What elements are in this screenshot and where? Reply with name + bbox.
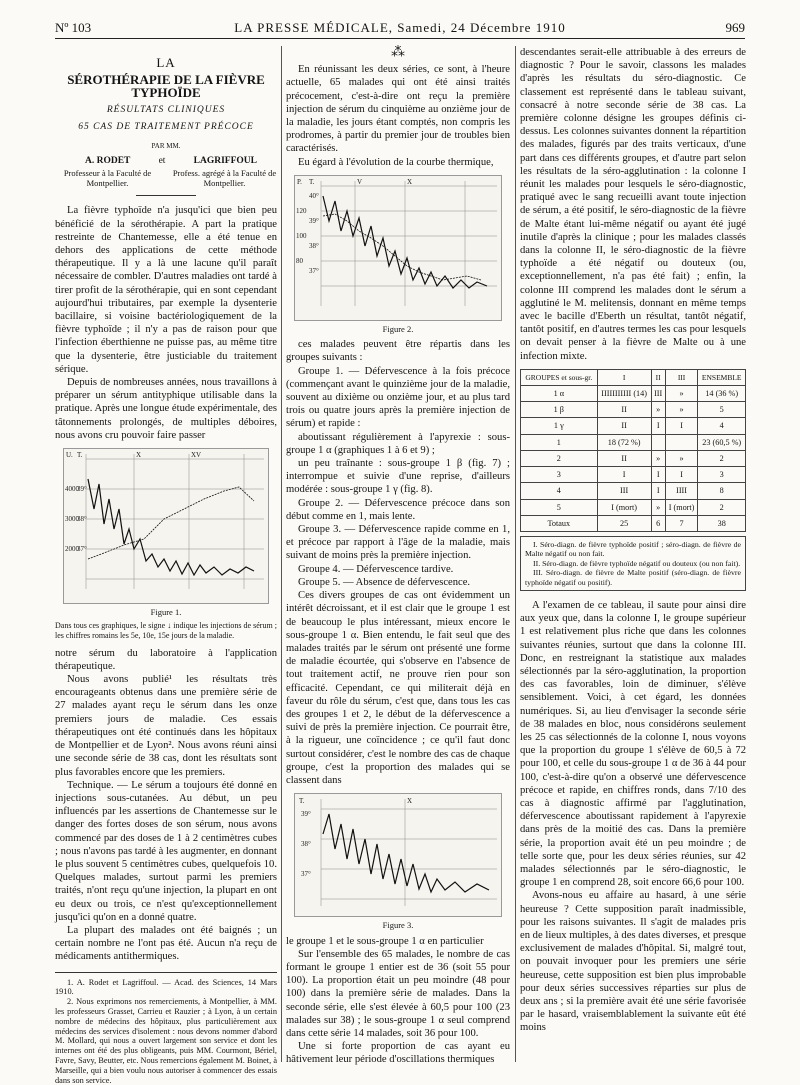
table-cell: 18 (72 %)	[597, 434, 651, 450]
footnote-2: 2. Nous exprimons nos remerciements, à Montpellier, à MM. les professeurs Grasset, Carrieu et Rauzier ; à Lyon, à un certain nombre de médecins des hôpitaux, plus particulièrement aux médecins des services d'isolement : nous devons nommer d'abord M. Mollard, qui nous a ouvert largement son service et dont les internes ont été des plus obligeants, puis MM. Courmont, Bériel, Favre, Savy, Beutter, etc. Nous remercions également M. Boinet, à Marseille, qui a bien voulu nous autoriser à commencer des essais dans son service.	[55, 997, 277, 1085]
axis-label: 80	[296, 256, 303, 265]
axis-label: T.	[299, 797, 305, 806]
axis-label: 37°	[77, 545, 87, 554]
column-divider	[281, 46, 282, 1062]
authors	[55, 155, 277, 168]
table-row	[521, 499, 746, 515]
table-cell: I	[651, 483, 665, 499]
paragraph: Technique. — Le sérum a toujours été donné en injections sous-cutanées. Au début, un peu influencés par les assertions de Chantemesse sur le danger des fortes doses de son sérum, nous avons commencé par des doses de 1 à 2 centimètres cubes ; nous n'avons pas tardé à les augmenter, en donnant le plus souvent 5 centimètres cubes, quelquefois 10. Quelques malades, surtout parmi les premiers traités, n'ont reçu qu'une injection, la plupart en ont eu deux ou trois, ce n'est qu'exceptionnellement jusqu'ici qu'on en a donné quatre.	[55, 779, 277, 923]
axis-label: T.	[309, 177, 315, 186]
axis-label: 37°	[301, 870, 311, 879]
title-rule	[136, 195, 196, 196]
table-cell: 1 α	[521, 386, 598, 402]
table-cell: 1 β	[521, 402, 598, 418]
paragraph: le groupe 1 et le sous-groupe 1 α en particulier	[286, 935, 484, 947]
axis-label: V	[357, 177, 363, 186]
paragraph: descendantes serait-elle attribuable à des erreurs de diagnostic ? Pour le savoir, classons les malades d'après les résultats du séro-diagnostic. Ce classement est représenté dans le tableau suivant, consacré à notre seconde série de 38 cas. La première colonne désigne les groupes définis ci-dessus. Les colonnes suivantes donnent la répartition des malades, figurés par des traits verticaux, d'une part dans ces différents groupes, et d'autre part selon les résultats de la séro-agglutination : la colonne I réunit les malades pour lesquels le séro-diagnostic, pratiqué avec le sang recueilli avant toute injection de sérum, a été positif, le séro-diagnostic de la fièvre de Malte étant lui-même négatif ou ayant été jugé inutile d'après la clinique ; pour les malades classés dans la colonne II, le séro-diagnostic de la fièvre typhoïde a été négatif ou douteux (ou, exceptionnellement, n'a pas été fait) ; enfin, la colonne III comprend les malades dont le sérum a agglutiné le M. melitensis, donnant en même temps avec le bacille d'Eberth un résultat, tantôt négatif, tantôt positif, en d'autres termes les cas pour lesquels on devait penser à la fièvre de Malte ou à une infection mixte.	[520, 47, 746, 362]
fever-chart-3	[295, 794, 501, 912]
axis-label: U.	[66, 451, 73, 460]
article-subtitle-2: 65 CAS DE TRAITEMENT PRÉCOCE	[78, 121, 254, 132]
paragraph: Avons-nous eu affaire au hasard, à une série heureuse ? Cette supposition paraît inadmissible, pour les raisons suivantes. Il s'agit de malades pris en de lieux multiples, à des dates diverses, et presque exclusivement de malades d'hôpital. Si, malgré tout, on pouvait invoquer pour les premiers une série heureuse, cette supposition est bien plus improbable pour deux séries successives réparties sur plus de deux ans ; si la première avait été une série favorisée par le hasard, vraisemblablement la suivante eût été moins	[520, 890, 746, 1034]
table-cell: 3	[698, 467, 746, 483]
table-cell: 1	[521, 434, 598, 450]
page-number: 969	[725, 20, 745, 35]
table-header: GROUPES et sous-gr.	[521, 369, 598, 385]
paragraph: En réunissant les deux séries, ce sont, à l'heure actuelle, 65 malades qui ont été ainsi traités précocement, c'est-à-dire ont reçu la première injection de sérum du cinquième au onzième jour de la maladie, les jours étant comptés, non compris les prodromes, à partir du premier jour de troubles bien caractérisés.	[286, 64, 510, 155]
axis-label: 40°	[309, 191, 319, 200]
axis-label: 37°	[309, 266, 319, 275]
paragraph: Eu égard à l'évolution de la courbe thermique,	[298, 156, 494, 168]
table-cell: Totaux	[521, 515, 598, 531]
table-cell: I	[597, 467, 651, 483]
table-cell: II	[597, 402, 651, 418]
figure-2-chart	[294, 175, 502, 321]
axis-label: 39°	[309, 216, 319, 225]
paragraph: La fièvre typhoïde n'a jusqu'ici que bien peu bénéficié de la sérothérapie. A part la pratique restreinte de Chantemesse, elle a été tenue en dehors des applications de cette méthode thérapeutique. Il y a là une lacune qu'il paraît nécessaire de combler. D'autres maladies ont tardé à tirer profit de la sérothérapie, qui en sont cependant aujourd'hui tributaires, par exemple la dysenterie bacillaire, si voisine bactériologiquement de la fièvre typhoïde ; il n'y a pas de raison pour que l'infection éberthienne ne puisse pas, au même titre que la dysenterie, être justiciable du traitement sérique.	[55, 205, 277, 375]
paragraph: La plupart des malades ont été baignés ; un certain nombre ne l'ont pas été. Aucun n'a reçu de médicaments antithermiques.	[55, 924, 277, 963]
table-cell: 4	[698, 418, 746, 434]
column-2	[286, 46, 510, 1067]
table-cell: IIIIIIIIIII (14)	[597, 386, 651, 402]
figure-3-caption: Figure 3.	[382, 920, 414, 931]
table-cell: 5	[698, 402, 746, 418]
axis-label: 38°	[77, 515, 87, 524]
table-cell: 2	[521, 450, 598, 466]
paragraph: Nous avons publié¹ les résultats très encourageants obtenus dans une première série de 27 malades ayant reçu le sérum dans les onze premiers jours de maladie. Ces essais thérapeutiques ont été continués dans les hôpitaux de Montpellier et de Lyon². Nous avons réuni ainsi une seconde série de 38 cas, dont les résultats sont plus favorables encore que les premiers.	[55, 674, 277, 778]
table-cell: 2	[698, 450, 746, 466]
group-2: Groupe 2. — Défervescence précoce dans son début comme en 1, mais lente.	[286, 497, 510, 522]
table-header: II	[651, 369, 665, 385]
table-cell: III	[651, 386, 665, 402]
table-header: III	[665, 369, 698, 385]
axis-label: X	[136, 451, 142, 460]
fever-chart-2	[295, 176, 501, 316]
byline-par: PAR MM.	[151, 142, 181, 151]
table-header: ENSEMBLE	[698, 369, 746, 385]
axis-label: X	[407, 797, 413, 806]
table-cell: 25	[597, 515, 651, 531]
affiliation-1: Professeur à la Faculté de Montpellier.	[63, 168, 152, 189]
table-cell: 5	[521, 499, 598, 515]
table-cell: 3	[521, 467, 598, 483]
axis-label: 39°	[301, 810, 311, 819]
column-3	[520, 46, 746, 1035]
group-3: Groupe 3. — Défervescence rapide comme en 1, et précoce par rapport à l'âge de la maladie, mais suivant de moins près la première injection.	[286, 524, 510, 562]
paragraph: Depuis de nombreuses années, nous travaillons à préparer un sérum antityphique utilisable dans la pratique. Après une longue étude expérimentale, des tâtonnements prolongés, de multiples déboires, nous avons cru pouvoir faire passer	[55, 377, 277, 441]
table-legend-item: I. Séro-diagn. de fièvre typhoïde positif ; séro-diagn. de fièvre de Malte négatif ou non fait.	[525, 539, 741, 559]
footnote-1: 1. A. Rodet et Lagriffoul. — Acad. des Sciences, 14 Mars 1910.	[55, 977, 277, 997]
paragraph: Ces divers groupes de cas ont évidemment un intérêt décroissant, et il est clair que le groupe 1 est de beaucoup le plus intéressant, mieux encore le sous-groupe 1 α. Bien entendu, le fait seul que des malades traités par le sérum ont présenté une forme de maladie écourtée, qui s'observe en l'absence de tout traitement actif, ne prouve rien pour son efficacité. Cependant, ce qui militerait déjà en faveur du rôle du sérum, c'est que, dans tous les cas des groupes 1 et 2, le début de la défervescence a suivi de près la première injection. Ce pourrait être, à la rigueur, une coïncidence ; ce qu'il faut donc surtout considérer, c'est le nombre des cas de chaque groupe, c'est la proportion des malades qui se classent dans	[286, 590, 510, 786]
axis-label: 4000	[65, 485, 79, 494]
column-divider	[515, 46, 516, 1062]
article-title-top: LA	[156, 55, 176, 70]
table-header: I	[597, 369, 651, 385]
group-1: Groupe 1. — Défervescence à la fois précoce (commençant avant le quinzième jour de la maladie, souvent au dixième ou onzième jour, et au plus tard trois ou quatre jours après la première injection de sérum) et rapide :	[286, 365, 510, 430]
table-row	[521, 483, 746, 499]
author-1: A. RODET	[85, 156, 131, 167]
table-cell: I (mort)	[665, 499, 698, 515]
table-totals-row	[521, 515, 746, 531]
author-2: LAGRIFFOUL	[193, 156, 257, 167]
table-cell: 38	[698, 515, 746, 531]
running-header	[55, 20, 745, 39]
axis-label: P.	[297, 177, 302, 186]
table-legend-item: II. Séro-diagn. de fièvre typhoïde négatif ou douteux (ou non fait).	[533, 558, 741, 568]
figure-3-chart	[294, 793, 502, 917]
table-header-row	[521, 369, 746, 385]
fever-chart-1	[64, 449, 268, 599]
axis-label: 38°	[309, 241, 319, 250]
column-1	[55, 46, 277, 1085]
group-1b: un peu traînante : sous-groupe 1 β (fig. 7) ; interrompue et suivie d'une reprise, d'ailleurs modérée : sous-groupe 1 γ (fig. 8).	[286, 458, 510, 496]
sero-diagnostic-table	[520, 369, 746, 532]
table-row	[521, 450, 746, 466]
author-and: et	[158, 156, 166, 167]
table-cell: 4	[521, 483, 598, 499]
table-cell: 7	[665, 515, 698, 531]
table-row	[521, 386, 746, 402]
figure-1-caption: Figure 1.	[150, 607, 182, 618]
table-cell: I	[651, 467, 665, 483]
table-cell: 1 γ	[521, 418, 598, 434]
table-legend-item: III. Séro-diagn. de fièvre de Malte positif (séro-diagn. de fièvre typhoïde négatif ou positif).	[525, 568, 741, 587]
table-cell: I	[665, 418, 698, 434]
table-cell: »	[665, 402, 698, 418]
axis-label: X	[407, 177, 413, 186]
table-cell: 14 (36 %)	[698, 386, 746, 402]
table-cell	[665, 434, 698, 450]
table-cell	[651, 434, 665, 450]
footnotes	[55, 972, 277, 1085]
axis-label: 100	[296, 231, 307, 240]
table-cell: I (mort)	[597, 499, 651, 515]
axis-label: 120	[296, 206, 307, 215]
axis-label: 39°	[77, 485, 87, 494]
table-cell: IIII	[665, 483, 698, 499]
table-cell: »	[651, 499, 665, 515]
group-1a: aboutissant régulièrement à l'apyrexie : sous-groupe 1 α (graphiques 1 à 6 et 9) ;	[286, 431, 510, 456]
article-title: SÉROTHÉRAPIE DE LA FIÈVRE TYPHOÏDE	[67, 72, 265, 101]
section-stars: ⁂	[391, 45, 405, 60]
issue-number: Nº 103	[55, 20, 92, 35]
table-cell: II	[597, 418, 651, 434]
table-cell: »	[651, 450, 665, 466]
table-row	[521, 402, 746, 418]
group-5: Groupe 5. — Absence de défervescence.	[298, 576, 471, 588]
axis-label: 2000	[65, 545, 79, 554]
figure-1-chart	[63, 448, 269, 604]
table-cell: 2	[698, 499, 746, 515]
table-row	[521, 467, 746, 483]
table-cell: I	[665, 467, 698, 483]
affiliations	[55, 168, 277, 188]
article-subtitle: RÉSULTATS CLINIQUES	[106, 104, 226, 115]
axis-label: 3000	[65, 515, 79, 524]
affiliation-2: Profess. agrégé à la Faculté de Montpellier.	[172, 168, 277, 189]
group-4: Groupe 4. — Défervescence tardive.	[298, 563, 454, 575]
table-legend	[520, 536, 746, 591]
table-cell: »	[665, 450, 698, 466]
table-cell: III	[597, 483, 651, 499]
axis-label: 38°	[301, 840, 311, 849]
paragraph: notre sérum du laboratoire à l'application thérapeutique.	[55, 647, 277, 672]
table-cell: »	[665, 386, 698, 402]
table-cell: II	[597, 450, 651, 466]
table-row	[521, 434, 746, 450]
paragraph: A l'examen de ce tableau, il saute pour ainsi dire aux yeux que, dans la colonne I, le groupe supérieur 1 est relativement plus riche que dans les colonnes suivantes réunies, surtout que dans la colonne III. Donc, en restreignant la statistique aux malades sélectionnés par la séro-agglutination, la proportion des cas favorables, loin de diminuer, s'élève sensiblement. Voici, à cet égard, les données numériques. Si, au lieu d'envisager la seconde série de 38 malades en bloc, nous considérons seulement les 25 cas sélectionnés de la colonne I, nous voyons que la proportion du groupe 1 s'élève de 60,5 à 72 pour 100, et celle du sous-groupe 1 α de 36 à 44 pour 100, c'est-à-dire qu'on a observé une défervescence précoce et rapide, en chiffres ronds, dans 7/10 des cas à diagnostic affirmé par l'agglutination, défervescence aboutissant rapidement à l'apyrexie dans près de la moitié des cas. Dans la première série, la proportion avait été un peu moindre ; de telle sorte que, pour les deux séries réunies, sur 42 malades sélectionnés par le séro-diagnostic, le groupe 1 en comprend 28, soit encore 66,6 pour 100.	[520, 599, 746, 889]
axis-label: XV	[191, 451, 202, 460]
paragraph: ces malades peuvent être répartis dans les groupes suivants :	[286, 339, 510, 364]
table-cell: 8	[698, 483, 746, 499]
figure-2-caption: Figure 2.	[382, 324, 414, 335]
table-cell: I	[651, 418, 665, 434]
paragraph: Sur l'ensemble des 65 malades, le nombre de cas formant le groupe 1 entier est de 36 (soit 55 pour 100). La proportion était un peu moindre (48 pour 100) dans la première série de malades. Dans la seconde série, elle s'est élevée à 60,5 pour 100 (23 malades sur 38) ; le sous-groupe 1 α seul comprend dans cette série 14 malades, soit 36 pour 100.	[286, 948, 510, 1039]
table-cell: »	[651, 402, 665, 418]
axis-label: T.	[77, 451, 83, 460]
journal-title: LA PRESSE MÉDICALE, Samedi, 24 Décembre 1910	[234, 20, 566, 35]
table-cell: 6	[651, 515, 665, 531]
table-row	[521, 418, 746, 434]
table-cell: 23 (60,5 %)	[698, 434, 746, 450]
figure-1-legend: Dans tous ces graphiques, le signe ↓ indique les injections de sérum ; les chiffres romains les 5e, 10e, 15e jours de la maladie.	[55, 621, 277, 641]
paragraph: Une si forte proportion de cas ayant eu hâtivement leur période d'oscillations thermiques	[286, 1041, 510, 1066]
